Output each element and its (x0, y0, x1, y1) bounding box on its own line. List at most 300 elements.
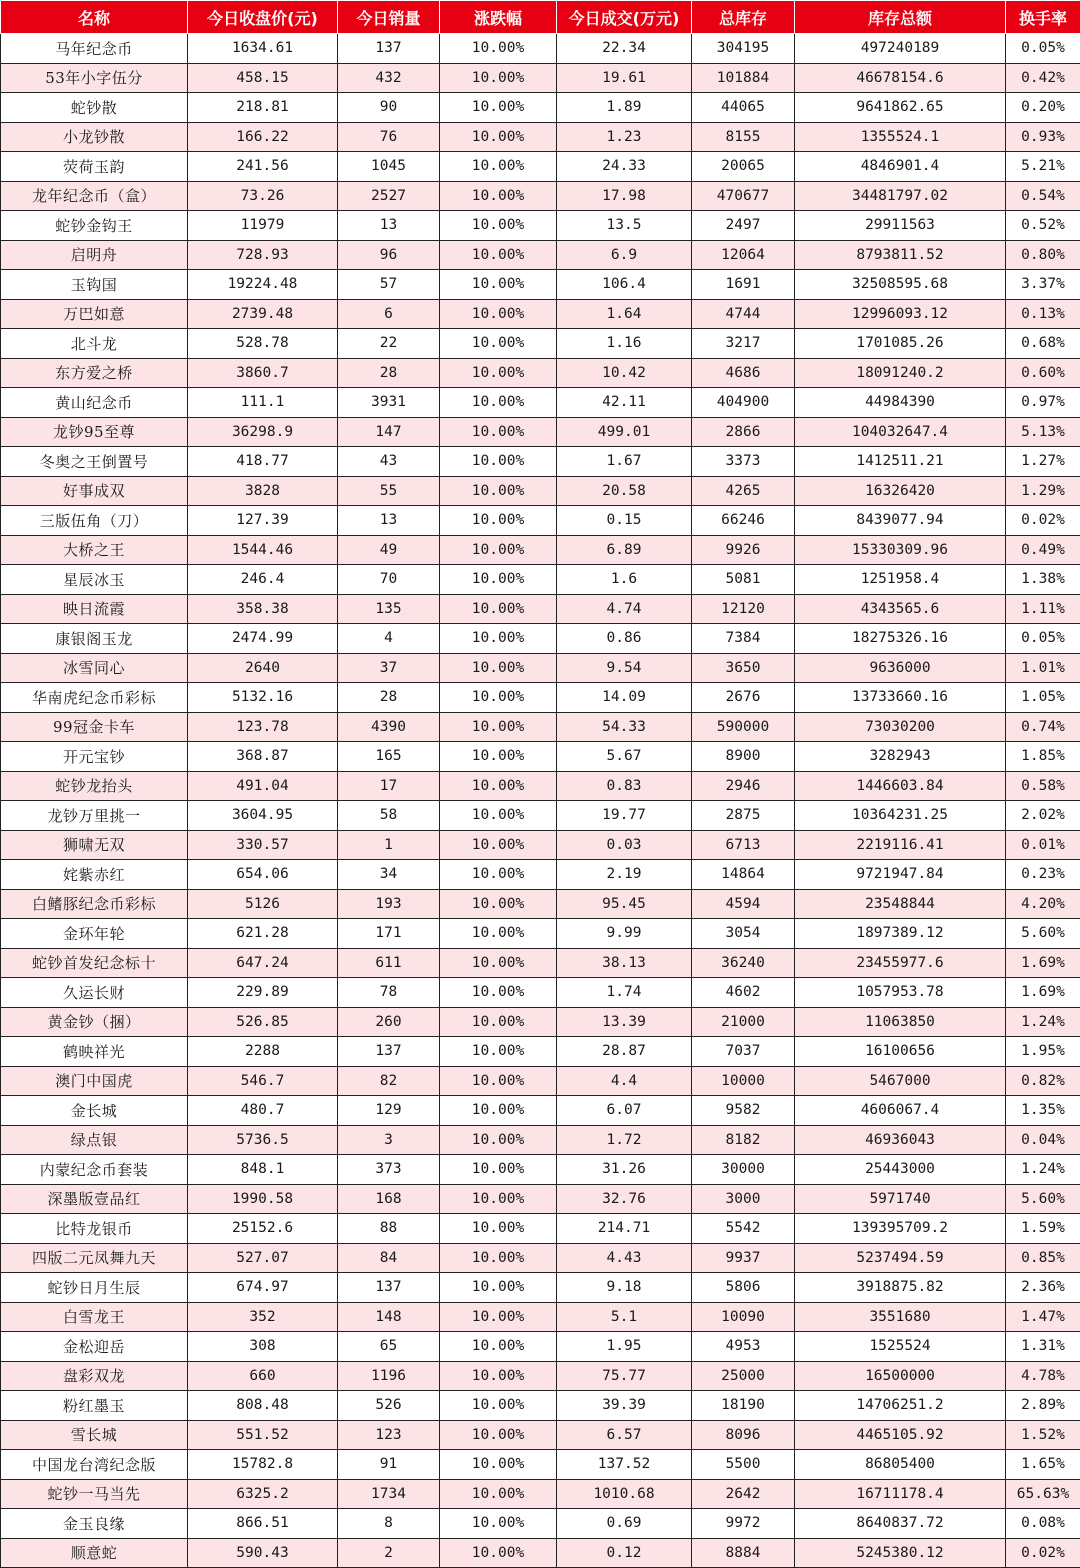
cell-sales-volume: 57 (338, 270, 440, 300)
cell-stock-value: 16711178.4 (795, 1479, 1006, 1509)
cell-close-price: 5132.16 (188, 683, 338, 713)
cell-close-price: 3860.7 (188, 358, 338, 388)
cell-turnover-amount: 214.71 (557, 1214, 692, 1244)
cell-change-rate: 10.00% (440, 1096, 557, 1126)
table-row (1, 801, 1080, 831)
cell-total-stock: 66246 (692, 506, 795, 536)
cell-total-stock: 30000 (692, 1155, 795, 1185)
cell-change-rate: 10.00% (440, 1214, 557, 1244)
cell-name: 白雪龙王 (1, 1302, 188, 1332)
table-row (1, 1479, 1080, 1509)
cell-sales-volume: 13 (338, 211, 440, 241)
cell-close-price: 330.57 (188, 830, 338, 860)
cell-sales-volume: 22 (338, 329, 440, 359)
cell-name: 金玉良缘 (1, 1509, 188, 1539)
cell-name: 映日流霞 (1, 594, 188, 624)
cell-total-stock: 5500 (692, 1450, 795, 1480)
cell-total-stock: 14864 (692, 860, 795, 890)
cell-turnover-amount: 38.13 (557, 948, 692, 978)
cell-change-rate: 10.00% (440, 476, 557, 506)
cell-change-rate: 10.00% (440, 1391, 557, 1421)
table-row (1, 1155, 1080, 1185)
cell-turnover-amount: 0.12 (557, 1538, 692, 1568)
cell-name: 比特龙银币 (1, 1214, 188, 1244)
cell-change-rate: 10.00% (440, 1243, 557, 1273)
table-row (1, 1066, 1080, 1096)
cell-stock-value: 16100656 (795, 1037, 1006, 1067)
table-row (1, 1125, 1080, 1155)
cell-close-price: 1634.61 (188, 34, 338, 64)
cell-turnover-amount: 2.19 (557, 860, 692, 890)
cell-turnover-rate: 1.52% (1006, 1420, 1080, 1450)
cell-change-rate: 10.00% (440, 181, 557, 211)
cell-name: 白鳍豚纪念币彩标 (1, 889, 188, 919)
cell-name: 99冠金卡车 (1, 712, 188, 742)
table-row (1, 329, 1080, 359)
cell-stock-value: 3918875.82 (795, 1273, 1006, 1303)
cell-close-price: 551.52 (188, 1420, 338, 1450)
cell-sales-volume: 171 (338, 919, 440, 949)
cell-turnover-rate: 2.89% (1006, 1391, 1080, 1421)
cell-turnover-amount: 22.34 (557, 34, 692, 64)
cell-sales-volume: 55 (338, 476, 440, 506)
table-row (1, 417, 1080, 447)
cell-stock-value: 1412511.21 (795, 447, 1006, 477)
cell-change-rate: 10.00% (440, 447, 557, 477)
header-sales-volume: 今日销量 (338, 1, 440, 34)
cell-stock-value: 14706251.2 (795, 1391, 1006, 1421)
cell-close-price: 5126 (188, 889, 338, 919)
cell-name: 中国龙台湾纪念版 (1, 1450, 188, 1480)
cell-turnover-amount: 6.9 (557, 240, 692, 270)
cell-turnover-amount: 28.87 (557, 1037, 692, 1067)
cell-close-price: 480.7 (188, 1096, 338, 1126)
cell-total-stock: 2866 (692, 417, 795, 447)
table-row (1, 122, 1080, 152)
cell-turnover-amount: 4.74 (557, 594, 692, 624)
table-row (1, 653, 1080, 683)
cell-total-stock: 404900 (692, 388, 795, 418)
cell-total-stock: 4686 (692, 358, 795, 388)
cell-change-rate: 10.00% (440, 63, 557, 93)
cell-name: 蛇钞散 (1, 93, 188, 123)
cell-sales-volume: 2527 (338, 181, 440, 211)
cell-stock-value: 10364231.25 (795, 801, 1006, 831)
table-row (1, 860, 1080, 890)
cell-sales-volume: 49 (338, 535, 440, 565)
cell-close-price: 808.48 (188, 1391, 338, 1421)
cell-change-rate: 10.00% (440, 93, 557, 123)
cell-stock-value: 8640837.72 (795, 1509, 1006, 1539)
cell-close-price: 546.7 (188, 1066, 338, 1096)
cell-close-price: 218.81 (188, 93, 338, 123)
cell-name: 粉红墨玉 (1, 1391, 188, 1421)
cell-total-stock: 304195 (692, 34, 795, 64)
cell-close-price: 660 (188, 1361, 338, 1391)
cell-turnover-amount: 19.61 (557, 63, 692, 93)
cell-stock-value: 5237494.59 (795, 1243, 1006, 1273)
cell-stock-value: 16500000 (795, 1361, 1006, 1391)
table-row (1, 594, 1080, 624)
cell-turnover-amount: 0.03 (557, 830, 692, 860)
cell-total-stock: 6713 (692, 830, 795, 860)
cell-change-rate: 10.00% (440, 1037, 557, 1067)
cell-change-rate: 10.00% (440, 1538, 557, 1568)
cell-change-rate: 10.00% (440, 830, 557, 860)
cell-close-price: 358.38 (188, 594, 338, 624)
cell-change-rate: 10.00% (440, 211, 557, 241)
cell-change-rate: 10.00% (440, 329, 557, 359)
cell-turnover-rate: 1.65% (1006, 1450, 1080, 1480)
cell-change-rate: 10.00% (440, 889, 557, 919)
cell-close-price: 2288 (188, 1037, 338, 1067)
cell-total-stock: 36240 (692, 948, 795, 978)
table-row (1, 1450, 1080, 1480)
cell-turnover-amount: 1.6 (557, 565, 692, 595)
cell-close-price: 1990.58 (188, 1184, 338, 1214)
cell-close-price: 5736.5 (188, 1125, 338, 1155)
cell-turnover-rate: 1.95% (1006, 1037, 1080, 1067)
cell-sales-volume: 88 (338, 1214, 440, 1244)
table-row (1, 1096, 1080, 1126)
cell-stock-value: 46936043 (795, 1125, 1006, 1155)
cell-total-stock: 9926 (692, 535, 795, 565)
cell-total-stock: 21000 (692, 1007, 795, 1037)
cell-turnover-amount: 32.76 (557, 1184, 692, 1214)
cell-sales-volume: 34 (338, 860, 440, 890)
table-row (1, 919, 1080, 949)
cell-change-rate: 10.00% (440, 801, 557, 831)
cell-stock-value: 29911563 (795, 211, 1006, 241)
cell-name: 雪长城 (1, 1420, 188, 1450)
cell-close-price: 3828 (188, 476, 338, 506)
cell-stock-value: 46678154.6 (795, 63, 1006, 93)
cell-stock-value: 25443000 (795, 1155, 1006, 1185)
cell-total-stock: 3000 (692, 1184, 795, 1214)
cell-change-rate: 10.00% (440, 299, 557, 329)
table-row (1, 63, 1080, 93)
cell-name: 大桥之王 (1, 535, 188, 565)
cell-turnover-rate: 1.59% (1006, 1214, 1080, 1244)
cell-turnover-rate: 5.60% (1006, 1184, 1080, 1214)
table-row (1, 683, 1080, 713)
cell-name: 冰雪同心 (1, 653, 188, 683)
cell-turnover-rate: 1.47% (1006, 1302, 1080, 1332)
table-row (1, 1273, 1080, 1303)
cell-close-price: 127.39 (188, 506, 338, 536)
cell-turnover-rate: 1.85% (1006, 742, 1080, 772)
cell-sales-volume: 260 (338, 1007, 440, 1037)
cell-turnover-rate: 0.54% (1006, 181, 1080, 211)
cell-turnover-amount: 9.54 (557, 653, 692, 683)
table-row (1, 535, 1080, 565)
cell-total-stock: 3217 (692, 329, 795, 359)
cell-turnover-rate: 0.42% (1006, 63, 1080, 93)
cell-close-price: 352 (188, 1302, 338, 1332)
cell-close-price: 2640 (188, 653, 338, 683)
cell-turnover-rate: 0.97% (1006, 388, 1080, 418)
table-row (1, 506, 1080, 536)
table-row (1, 34, 1080, 64)
cell-sales-volume: 1045 (338, 152, 440, 182)
cell-turnover-amount: 499.01 (557, 417, 692, 447)
cell-turnover-rate: 0.60% (1006, 358, 1080, 388)
cell-turnover-rate: 5.60% (1006, 919, 1080, 949)
cell-stock-value: 23455977.6 (795, 948, 1006, 978)
cell-turnover-amount: 106.4 (557, 270, 692, 300)
cell-total-stock: 44065 (692, 93, 795, 123)
cell-total-stock: 18190 (692, 1391, 795, 1421)
cell-total-stock: 4594 (692, 889, 795, 919)
cell-stock-value: 34481797.02 (795, 181, 1006, 211)
cell-stock-value: 44984390 (795, 388, 1006, 418)
cell-close-price: 123.78 (188, 712, 338, 742)
cell-total-stock: 8900 (692, 742, 795, 772)
cell-close-price: 36298.9 (188, 417, 338, 447)
cell-turnover-rate: 0.85% (1006, 1243, 1080, 1273)
cell-total-stock: 101884 (692, 63, 795, 93)
cell-sales-volume: 129 (338, 1096, 440, 1126)
cell-change-rate: 10.00% (440, 978, 557, 1008)
cell-turnover-rate: 1.35% (1006, 1096, 1080, 1126)
cell-sales-volume: 4390 (338, 712, 440, 742)
cell-change-rate: 10.00% (440, 1184, 557, 1214)
cell-turnover-rate: 4.20% (1006, 889, 1080, 919)
table-row (1, 181, 1080, 211)
cell-close-price: 848.1 (188, 1155, 338, 1185)
table-row (1, 1302, 1080, 1332)
cell-turnover-rate: 1.01% (1006, 653, 1080, 683)
cell-stock-value: 9721947.84 (795, 860, 1006, 890)
cell-stock-value: 15330309.96 (795, 535, 1006, 565)
cell-change-rate: 10.00% (440, 358, 557, 388)
cell-turnover-amount: 17.98 (557, 181, 692, 211)
cell-stock-value: 12996093.12 (795, 299, 1006, 329)
cell-turnover-rate: 0.49% (1006, 535, 1080, 565)
cell-sales-volume: 1734 (338, 1479, 440, 1509)
cell-sales-volume: 28 (338, 358, 440, 388)
table-row (1, 978, 1080, 1008)
cell-name: 蛇钞一马当先 (1, 1479, 188, 1509)
cell-total-stock: 4265 (692, 476, 795, 506)
cell-stock-value: 104032647.4 (795, 417, 1006, 447)
cell-turnover-rate: 1.27% (1006, 447, 1080, 477)
cell-change-rate: 10.00% (440, 1332, 557, 1362)
table-row (1, 358, 1080, 388)
cell-turnover-rate: 0.20% (1006, 93, 1080, 123)
cell-total-stock: 9972 (692, 1509, 795, 1539)
cell-name: 冬奥之王倒置号 (1, 447, 188, 477)
cell-turnover-amount: 1.64 (557, 299, 692, 329)
cell-turnover-amount: 54.33 (557, 712, 692, 742)
cell-turnover-rate: 0.13% (1006, 299, 1080, 329)
cell-turnover-rate: 1.29% (1006, 476, 1080, 506)
table-row (1, 771, 1080, 801)
cell-close-price: 15782.8 (188, 1450, 338, 1480)
cell-stock-value: 23548844 (795, 889, 1006, 919)
table-row (1, 1214, 1080, 1244)
cell-total-stock: 5806 (692, 1273, 795, 1303)
cell-name: 黄金钞（捆） (1, 1007, 188, 1037)
cell-stock-value: 497240189 (795, 34, 1006, 64)
cell-close-price: 11979 (188, 211, 338, 241)
cell-change-rate: 10.00% (440, 152, 557, 182)
cell-turnover-amount: 4.43 (557, 1243, 692, 1273)
cell-turnover-rate: 1.69% (1006, 948, 1080, 978)
cell-close-price: 728.93 (188, 240, 338, 270)
cell-sales-volume: 17 (338, 771, 440, 801)
cell-total-stock: 1691 (692, 270, 795, 300)
cell-turnover-rate: 0.05% (1006, 624, 1080, 654)
cell-change-rate: 10.00% (440, 1302, 557, 1332)
cell-turnover-amount: 0.86 (557, 624, 692, 654)
cell-close-price: 111.1 (188, 388, 338, 418)
table-row (1, 948, 1080, 978)
cell-name: 53年小字伍分 (1, 63, 188, 93)
cell-name: 蛇钞金钩王 (1, 211, 188, 241)
cell-turnover-rate: 0.01% (1006, 830, 1080, 860)
table-row (1, 889, 1080, 919)
cell-total-stock: 4953 (692, 1332, 795, 1362)
cell-total-stock: 7037 (692, 1037, 795, 1067)
table-row (1, 93, 1080, 123)
cell-turnover-rate: 1.24% (1006, 1007, 1080, 1037)
cell-name: 黄山纪念币 (1, 388, 188, 418)
cell-change-rate: 10.00% (440, 1155, 557, 1185)
cell-turnover-rate: 1.05% (1006, 683, 1080, 713)
cell-turnover-amount: 9.99 (557, 919, 692, 949)
cell-sales-volume: 84 (338, 1243, 440, 1273)
cell-close-price: 654.06 (188, 860, 338, 890)
cell-turnover-amount: 13.39 (557, 1007, 692, 1037)
cell-total-stock: 2642 (692, 1479, 795, 1509)
cell-stock-value: 4465105.92 (795, 1420, 1006, 1450)
cell-change-rate: 10.00% (440, 948, 557, 978)
cell-total-stock: 4602 (692, 978, 795, 1008)
header-change-rate: 涨跌幅 (440, 1, 557, 34)
cell-turnover-rate: 4.78% (1006, 1361, 1080, 1391)
cell-turnover-amount: 13.5 (557, 211, 692, 241)
cell-change-rate: 10.00% (440, 1450, 557, 1480)
cell-total-stock: 4744 (692, 299, 795, 329)
cell-change-rate: 10.00% (440, 122, 557, 152)
cell-sales-volume: 58 (338, 801, 440, 831)
cell-turnover-rate: 0.04% (1006, 1125, 1080, 1155)
cell-turnover-rate: 2.36% (1006, 1273, 1080, 1303)
cell-stock-value: 5467000 (795, 1066, 1006, 1096)
table-row (1, 1243, 1080, 1273)
cell-sales-volume: 193 (338, 889, 440, 919)
cell-total-stock: 20065 (692, 152, 795, 182)
table-row (1, 1391, 1080, 1421)
header-close-price: 今日收盘价(元) (188, 1, 338, 34)
cell-close-price: 246.4 (188, 565, 338, 595)
cell-change-rate: 10.00% (440, 34, 557, 64)
cell-turnover-amount: 19.77 (557, 801, 692, 831)
cell-sales-volume: 2 (338, 1538, 440, 1568)
cell-sales-volume: 78 (338, 978, 440, 1008)
cell-stock-value: 16326420 (795, 476, 1006, 506)
cell-change-rate: 10.00% (440, 1361, 557, 1391)
cell-turnover-amount: 0.69 (557, 1509, 692, 1539)
cell-stock-value: 5245380.12 (795, 1538, 1006, 1568)
cell-close-price: 308 (188, 1332, 338, 1362)
cell-turnover-amount: 9.18 (557, 1273, 692, 1303)
cell-sales-volume: 82 (338, 1066, 440, 1096)
cell-close-price: 590.43 (188, 1538, 338, 1568)
cell-name: 顺意蛇 (1, 1538, 188, 1568)
cell-stock-value: 73030200 (795, 712, 1006, 742)
cell-sales-volume: 137 (338, 1037, 440, 1067)
table-row (1, 270, 1080, 300)
header-turnover-amount: 今日成交(万元) (557, 1, 692, 34)
cell-stock-value: 86805400 (795, 1450, 1006, 1480)
table-row (1, 299, 1080, 329)
cell-close-price: 166.22 (188, 122, 338, 152)
cell-sales-volume: 6 (338, 299, 440, 329)
cell-total-stock: 2676 (692, 683, 795, 713)
cell-sales-volume: 3 (338, 1125, 440, 1155)
cell-change-rate: 10.00% (440, 506, 557, 536)
cell-close-price: 19224.48 (188, 270, 338, 300)
table-row (1, 742, 1080, 772)
cell-change-rate: 10.00% (440, 1420, 557, 1450)
cell-turnover-amount: 14.09 (557, 683, 692, 713)
cell-turnover-amount: 1.72 (557, 1125, 692, 1155)
cell-name: 蛇钞日月生辰 (1, 1273, 188, 1303)
cell-turnover-amount: 4.4 (557, 1066, 692, 1096)
cell-stock-value: 13733660.16 (795, 683, 1006, 713)
cell-stock-value: 9636000 (795, 653, 1006, 683)
header-total-stock: 总库存 (692, 1, 795, 34)
cell-stock-value: 3282943 (795, 742, 1006, 772)
cell-name: 好事成双 (1, 476, 188, 506)
cell-stock-value: 8793811.52 (795, 240, 1006, 270)
cell-sales-volume: 137 (338, 1273, 440, 1303)
cell-close-price: 241.56 (188, 152, 338, 182)
cell-sales-volume: 147 (338, 417, 440, 447)
cell-name: 姹紫赤红 (1, 860, 188, 890)
table-row (1, 211, 1080, 241)
cell-turnover-amount: 0.15 (557, 506, 692, 536)
cell-sales-volume: 70 (338, 565, 440, 595)
cell-sales-volume: 165 (338, 742, 440, 772)
cell-close-price: 674.97 (188, 1273, 338, 1303)
cell-total-stock: 9582 (692, 1096, 795, 1126)
cell-turnover-rate: 1.31% (1006, 1332, 1080, 1362)
cell-name: 启明舟 (1, 240, 188, 270)
cell-total-stock: 7384 (692, 624, 795, 654)
cell-name: 开元宝钞 (1, 742, 188, 772)
cell-sales-volume: 137 (338, 34, 440, 64)
table-row (1, 1007, 1080, 1037)
cell-change-rate: 10.00% (440, 1479, 557, 1509)
cell-change-rate: 10.00% (440, 712, 557, 742)
cell-turnover-rate: 0.02% (1006, 1538, 1080, 1568)
cell-sales-volume: 373 (338, 1155, 440, 1185)
cell-change-rate: 10.00% (440, 771, 557, 801)
cell-turnover-rate: 0.68% (1006, 329, 1080, 359)
cell-sales-volume: 43 (338, 447, 440, 477)
cell-turnover-amount: 10.42 (557, 358, 692, 388)
cell-turnover-amount: 31.26 (557, 1155, 692, 1185)
cell-turnover-rate: 65.63% (1006, 1479, 1080, 1509)
cell-turnover-rate: 0.58% (1006, 771, 1080, 801)
cell-total-stock: 3650 (692, 653, 795, 683)
cell-change-rate: 10.00% (440, 270, 557, 300)
cell-change-rate: 10.00% (440, 1125, 557, 1155)
table-body (1, 34, 1080, 1568)
